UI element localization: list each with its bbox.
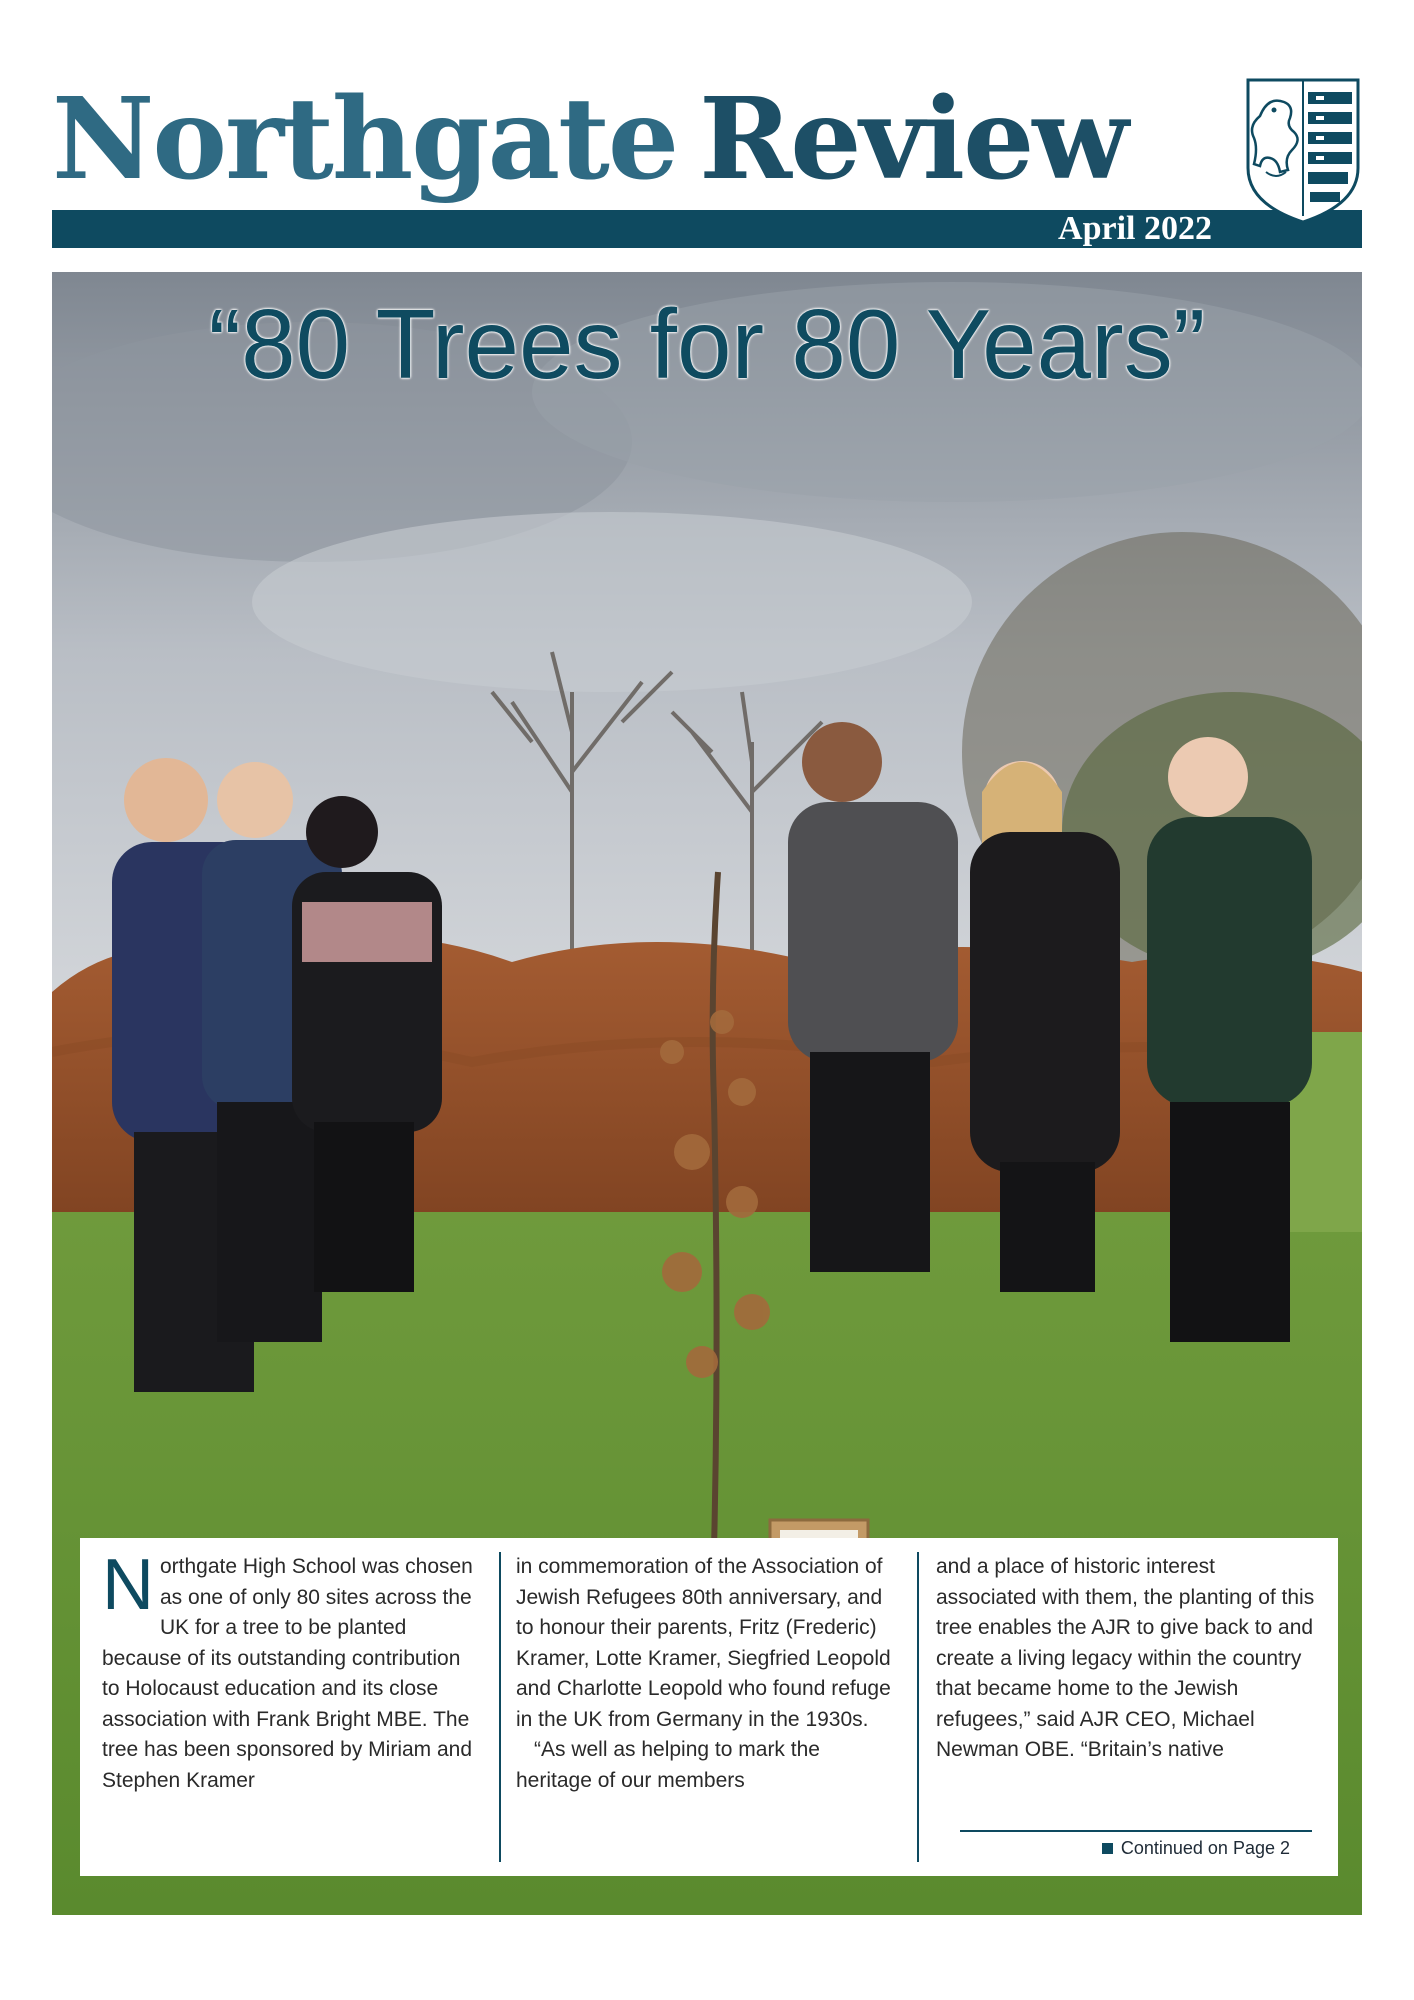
column-divider xyxy=(499,1552,501,1862)
publication-title xyxy=(52,70,1127,210)
issue-date: April 2022 xyxy=(1058,210,1212,247)
square-bullet-icon xyxy=(1102,1843,1113,1854)
continued-rule xyxy=(960,1830,1312,1832)
article-column-2 xyxy=(516,1552,898,1852)
masthead xyxy=(52,70,1362,250)
school-crest-icon xyxy=(1244,76,1362,226)
title-word-review: Review xyxy=(699,74,1127,205)
column-divider xyxy=(917,1552,919,1862)
continued-link[interactable] xyxy=(1102,1838,1290,1859)
cover-headline: “80 Trees for 80 Years” xyxy=(208,289,1206,399)
masthead-bar xyxy=(52,210,1362,248)
article-column-1 xyxy=(102,1552,482,1852)
column-3-text: and a place of historic interest associated with them, the planting of this tree enables the AJR to give back to and create a living legacy within the country that became home to the Jewish refugees,” said AJR CEO, Michael Newman OBE. “Britain’s native xyxy=(936,1555,1315,1761)
title-word-northgate: Northgate xyxy=(52,74,678,205)
column-2-paragraph-1: in commemoration of the Association of Jewish Refugees 80th anniversary, and to honour their parents, Fritz (Frederic) Kramer, Lotte Kramer, Siegfried Leopold and Charlotte Leopold who found refuge in the UK from Germany in the 1930s. xyxy=(516,1555,891,1731)
column-2-paragraph-2: “As well as helping to mark the heritage of our members xyxy=(516,1738,820,1792)
continued-label: Continued on Page 2 xyxy=(1120,1838,1290,1858)
article-box xyxy=(80,1538,1338,1876)
column-1-text: orthgate High School was chosen as one of only 80 sites across the UK for a tree to be planted because of its outstanding contribution to Holocaust education and its close association with Frank Bright MBE. The tree has been sponsored by Miriam and Stephen Kramer xyxy=(102,1555,473,1792)
column-3-footer xyxy=(936,1538,1316,1876)
drop-cap: N xyxy=(102,1552,154,1625)
